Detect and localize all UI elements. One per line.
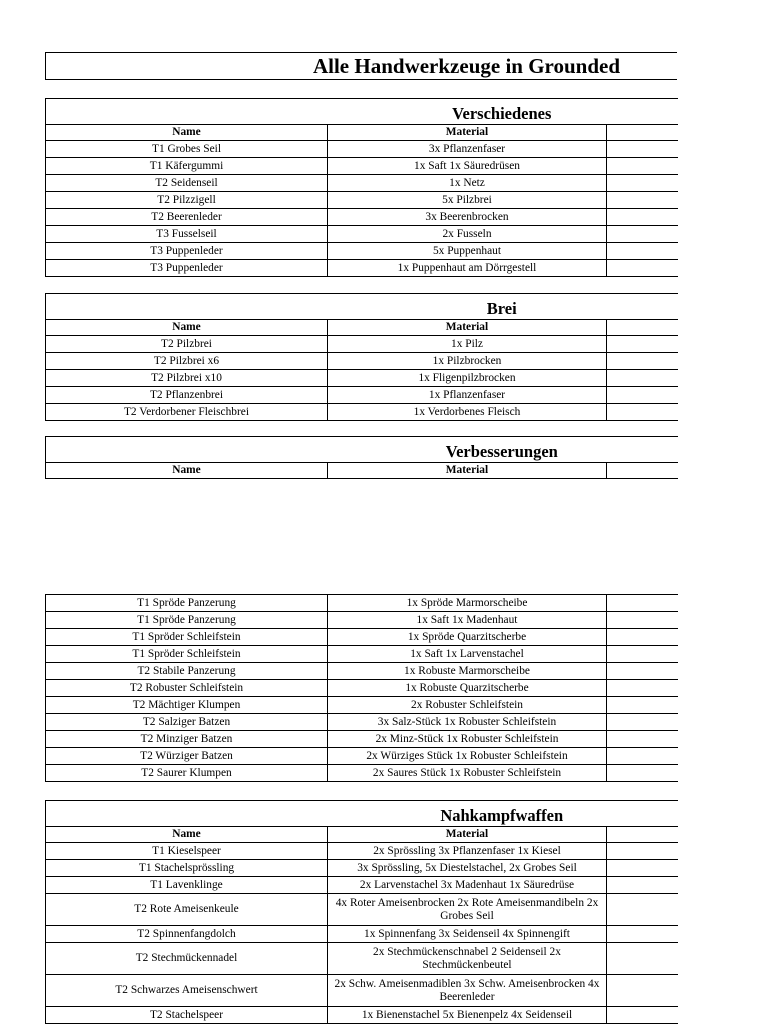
table-row [46, 404, 678, 421]
cell-material: 2x Robuster Schleifstein [328, 697, 607, 714]
column-header-material: Material [328, 320, 607, 336]
column-header-material: Material [328, 827, 607, 843]
cell-name: T2 Pilzzigell [46, 192, 328, 209]
table-verbesserungen [45, 594, 678, 782]
cell-material: 5x Puppenhaut [328, 243, 607, 260]
cell-name: T1 Spröder Schleifstein [46, 646, 328, 663]
cell-material: 1x Pflanzenfaser [328, 387, 607, 404]
cell-material: 4x Roter Ameisenbrocken 2x Rote Ameisenmandibeln 2x Grobes Seil [328, 894, 607, 926]
cell-material: 2x Stechmückenschnabel 2 Seidenseil 2x Stechmückenbeutel [328, 943, 607, 975]
cell-material: 1x Puppenhaut am Dörrgestell [328, 260, 607, 277]
table-row [46, 926, 678, 943]
column-header-name: Name [46, 320, 328, 336]
table-verschiedenes [45, 98, 678, 277]
table-row [46, 748, 678, 765]
table-row [46, 860, 678, 877]
cell-name: T2 Spinnenfangdolch [46, 926, 328, 943]
table-row [46, 646, 678, 663]
cell-name: T3 Puppenleder [46, 260, 328, 277]
document-title-box [45, 52, 677, 80]
column-header-material: Material [328, 463, 607, 479]
cell-name: T2 Seidenseil [46, 175, 328, 192]
cell-name: T1 Lavenklinge [46, 877, 328, 894]
table-row [46, 243, 678, 260]
table-row [46, 370, 678, 387]
table-row [46, 877, 678, 894]
column-header-empty [607, 827, 678, 843]
cell-material: 3x Salz-Stück 1x Robuster Schleifstein [328, 714, 607, 731]
cell-material: 1x Verdorbenes Fleisch [328, 404, 607, 421]
cell-material: 1x Robuste Marmorscheibe [328, 663, 607, 680]
cell-name: T2 Beerenleder [46, 209, 328, 226]
cell-name: T2 Stechmückennadel [46, 943, 328, 975]
cell-name: T1 Spröde Panzerung [46, 595, 328, 612]
table-row [46, 209, 678, 226]
table-row [46, 387, 678, 404]
table-row [46, 731, 678, 748]
cell-name: T2 Pilzbrei [46, 336, 328, 353]
cell-material: 1x Spröde Marmorscheibe [328, 595, 607, 612]
table-row [46, 336, 678, 353]
table-nahkampfwaffen [45, 800, 678, 1024]
cell-name: T2 Rote Ameisenkeule [46, 894, 328, 926]
cell-material: 2x Minz-Stück 1x Robuster Schleifstein [328, 731, 607, 748]
cell-material: 1x Netz [328, 175, 607, 192]
cell-name: T1 Kieselspeer [46, 843, 328, 860]
cell-material: 3x Sprössling, 5x Diestelstachel, 2x Grobes Seil [328, 860, 607, 877]
cell-name: T2 Saurer Klumpen [46, 765, 328, 782]
table-row [46, 680, 678, 697]
table-row [46, 943, 678, 975]
cell-name: T2 Pilzbrei x6 [46, 353, 328, 370]
table-row [46, 975, 678, 1007]
cell-material: 1x Spröde Quarzitscherbe [328, 629, 607, 646]
table-row [46, 714, 678, 731]
cell-material: 2x Sprössling 3x Pflanzenfaser 1x Kiesel [328, 843, 607, 860]
cell-name: T3 Puppenleder [46, 243, 328, 260]
cell-name: T2 Pflanzenbrei [46, 387, 328, 404]
cell-name: T2 Stachelspeer [46, 1007, 328, 1024]
cell-name: T1 Spröder Schleifstein [46, 629, 328, 646]
cell-name: T1 Käfergummi [46, 158, 328, 175]
cell-material: 1x Spinnenfang 3x Seidenseil 4x Spinnengift [328, 926, 607, 943]
cell-material: 1x Pilz [328, 336, 607, 353]
table-row [46, 629, 678, 646]
table-brei [45, 293, 678, 421]
table-row [46, 765, 678, 782]
column-header-empty [607, 463, 678, 479]
cell-material: 2x Schw. Ameisenmadiblen 3x Schw. Ameisenbrocken 4x Beerenleder [328, 975, 607, 1007]
cell-material: 2x Würziges Stück 1x Robuster Schleifstein [328, 748, 607, 765]
column-header-name: Name [46, 463, 328, 479]
section-title: Verbesserungen [46, 437, 678, 463]
table-row [46, 612, 678, 629]
cell-name: T2 Mächtiger Klumpen [46, 697, 328, 714]
table-row [46, 141, 678, 158]
cell-name: T2 Minziger Batzen [46, 731, 328, 748]
cell-material: 1x Saft 1x Madenhaut [328, 612, 607, 629]
cell-material: 3x Beerenbrocken [328, 209, 607, 226]
table-row [46, 226, 678, 243]
cell-name: T2 Robuster Schleifstein [46, 680, 328, 697]
cell-material: 3x Pflanzenfaser [328, 141, 607, 158]
table-row [46, 1007, 678, 1024]
cell-name: T2 Salziger Batzen [46, 714, 328, 731]
table-row [46, 663, 678, 680]
cell-name: T1 Grobes Seil [46, 141, 328, 158]
cell-material: 1x Pilzbrocken [328, 353, 607, 370]
cell-material: 1x Saft 1x Larvenstachel [328, 646, 607, 663]
table-row [46, 260, 678, 277]
column-header-empty [607, 320, 678, 336]
cell-material: 2x Saures Stück 1x Robuster Schleifstein [328, 765, 607, 782]
cell-name: T2 Schwarzes Ameisenschwert [46, 975, 328, 1007]
cell-material: 2x Larvenstachel 3x Madenhaut 1x Säuredrüse [328, 877, 607, 894]
cell-material: 1x Saft 1x Säuredrüsen [328, 158, 607, 175]
table-row [46, 192, 678, 209]
cell-name: T2 Pilzbrei x10 [46, 370, 328, 387]
section-title: Brei [46, 294, 678, 320]
column-header-empty [607, 125, 678, 141]
cell-material: 1x Robuste Quarzitscherbe [328, 680, 607, 697]
table-row [46, 595, 678, 612]
section-title: Verschiedenes [46, 99, 678, 125]
cell-name: T3 Fusselseil [46, 226, 328, 243]
column-header-material: Material [328, 125, 607, 141]
cell-name: T2 Verdorbener Fleischbrei [46, 404, 328, 421]
cell-material: 5x Pilzbrei [328, 192, 607, 209]
table-row [46, 158, 678, 175]
cell-material: 1x Fligenpilzbrocken [328, 370, 607, 387]
table-row [46, 697, 678, 714]
cell-name: T2 Würziger Batzen [46, 748, 328, 765]
cell-material: 1x Bienenstachel 5x Bienenpelz 4x Seidenseil [328, 1007, 607, 1024]
table-verbesserungen-header [45, 436, 678, 479]
section-title: Nahkampfwaffen [46, 801, 678, 827]
cell-name: T1 Spröde Panzerung [46, 612, 328, 629]
table-row [46, 353, 678, 370]
cell-name: T2 Stabile Panzerung [46, 663, 328, 680]
column-header-name: Name [46, 125, 328, 141]
cell-material: 2x Fusseln [328, 226, 607, 243]
table-row [46, 175, 678, 192]
table-row [46, 843, 678, 860]
column-header-name: Name [46, 827, 328, 843]
cell-name: T1 Stachelsprössling [46, 860, 328, 877]
table-row [46, 894, 678, 926]
document-title: Alle Handwerkzeuge in Grounded [312, 53, 621, 78]
